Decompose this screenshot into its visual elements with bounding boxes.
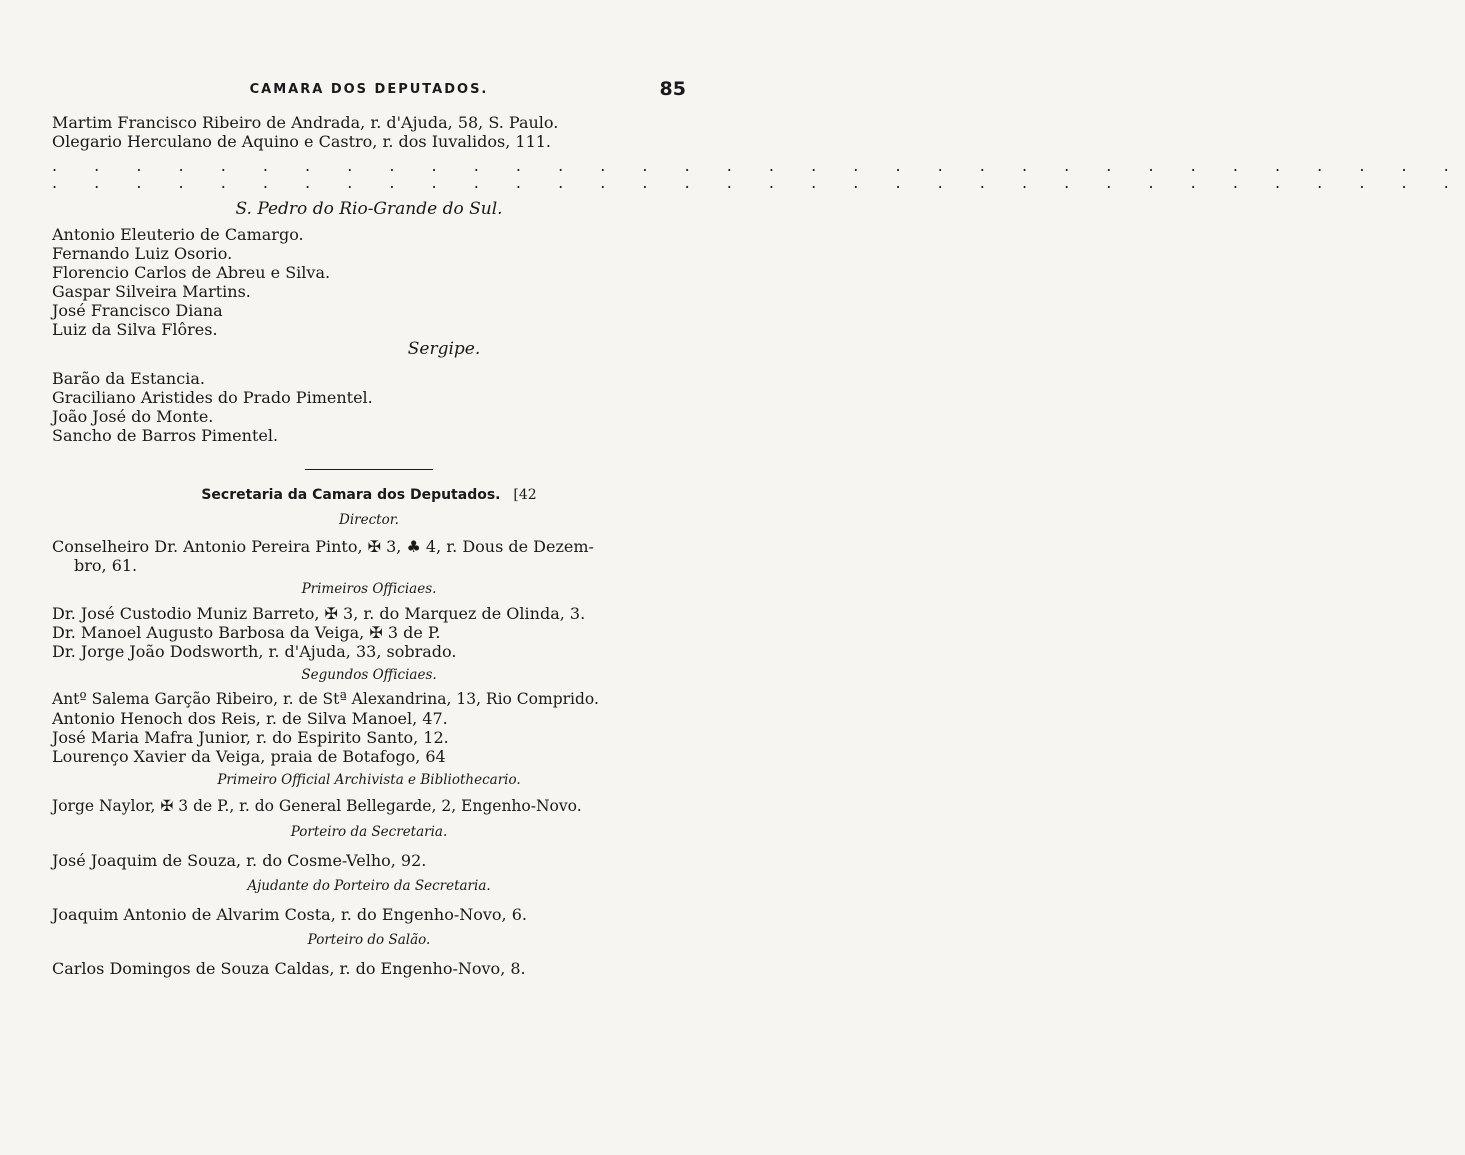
heading-ajudante: Ajudante do Porteiro da Secretaria. <box>247 878 491 894</box>
section-title-sergipe: Sergipe. <box>407 339 481 359</box>
secretaria-title: Secretaria da Camara dos Deputados. [42 <box>201 487 537 503</box>
officer-line: Antº Salema Garção Ribeiro, r. de Stª Alexandrina, 13, Rio Comprido. <box>52 690 599 708</box>
heading-director: Director. <box>339 512 399 528</box>
officer-line: Antonio Henoch dos Reis, r. de Silva Manoel, 47. <box>52 709 448 728</box>
heading-segundos: Segundos Officiaes. <box>301 667 437 683</box>
member-line: Olegario Herculano de Aquino e Castro, r. dos Iuvalidos, 111. <box>52 132 552 151</box>
member-line: Fernando Luiz Osorio. <box>52 244 233 263</box>
officer-line: Dr. Manoel Augusto Barbosa da Veiga, ✠ 3 de P. <box>52 623 441 642</box>
member-line: Luiz da Silva Flôres. <box>52 320 218 339</box>
member-line: Graciliano Aristides do Prado Pimentel. <box>52 388 373 407</box>
member-line: Martim Francisco Ribeiro de Andrada, r. d'Ajuda, 58, S. Paulo. <box>52 113 559 132</box>
ellipsis-row: . . . . . . . . . . . . . . . . . . . . . . . . . . . . . . . . . . <box>52 173 1465 192</box>
officer-line: José Maria Mafra Junior, r. do Espirito Santo, 12. <box>52 728 449 747</box>
ellipsis-row: . . . . . . . . . . . . . . . . . . . . . . . . . . . . . . . . . . <box>52 156 1465 175</box>
page-header <box>52 78 686 102</box>
page-number: 85 <box>659 78 686 100</box>
officer-line: Joaquim Antonio de Alvarim Costa, r. do Engenho-Novo, 6. <box>52 905 527 924</box>
officer-line: Carlos Domingos de Souza Caldas, r. do Engenho-Novo, 8. <box>52 959 526 978</box>
member-line: Barão da Estancia. <box>52 369 205 388</box>
member-line: João José do Monte. <box>52 407 214 426</box>
heading-porteiro-salao: Porteiro do Salão. <box>307 932 431 948</box>
officer-line: Lourenço Xavier da Veiga, praia de Botafogo, 64 <box>52 747 446 766</box>
officer-line: Dr. Jorge João Dodsworth, r. d'Ajuda, 33, sobrado. <box>52 642 457 661</box>
member-line: Gaspar Silveira Martins. <box>52 282 251 301</box>
heading-porteiro-secretaria: Porteiro da Secretaria. <box>290 824 448 840</box>
officer-line: Jorge Naylor, ✠ 3 de P., r. do General Bellegarde, 2, Engenho-Novo. <box>52 797 582 815</box>
member-line: José Francisco Diana <box>52 301 223 320</box>
page-content <box>52 113 1465 978</box>
director-entry: Conselheiro Dr. Antonio Pereira Pinto, ✠ 3, ♣ 4, r. Dous de Dezem- bro, 61. <box>52 537 594 575</box>
member-line: Florencio Carlos de Abreu e Silva. <box>52 263 331 282</box>
member-line: Sancho de Barros Pimentel. <box>52 426 279 445</box>
officer-line: Dr. José Custodio Muniz Barreto, ✠ 3, r. do Marquez de Olinda, 3. <box>52 604 586 623</box>
section-title-rio-grande: S. Pedro do Rio-Grande do Sul. <box>235 199 503 219</box>
heading-primeiros: Primeiros Officiaes. <box>301 581 437 597</box>
page-reference: [42 <box>513 487 537 503</box>
running-title: CAMARA DOS DEPUTADOS. <box>249 82 489 97</box>
heading-archivista: Primeiro Official Archivista e Bibliothecario. <box>217 772 521 788</box>
member-line: Antonio Eleuterio de Camargo. <box>52 225 304 244</box>
officer-line: José Joaquim de Souza, r. do Cosme-Velho, 92. <box>52 851 427 870</box>
